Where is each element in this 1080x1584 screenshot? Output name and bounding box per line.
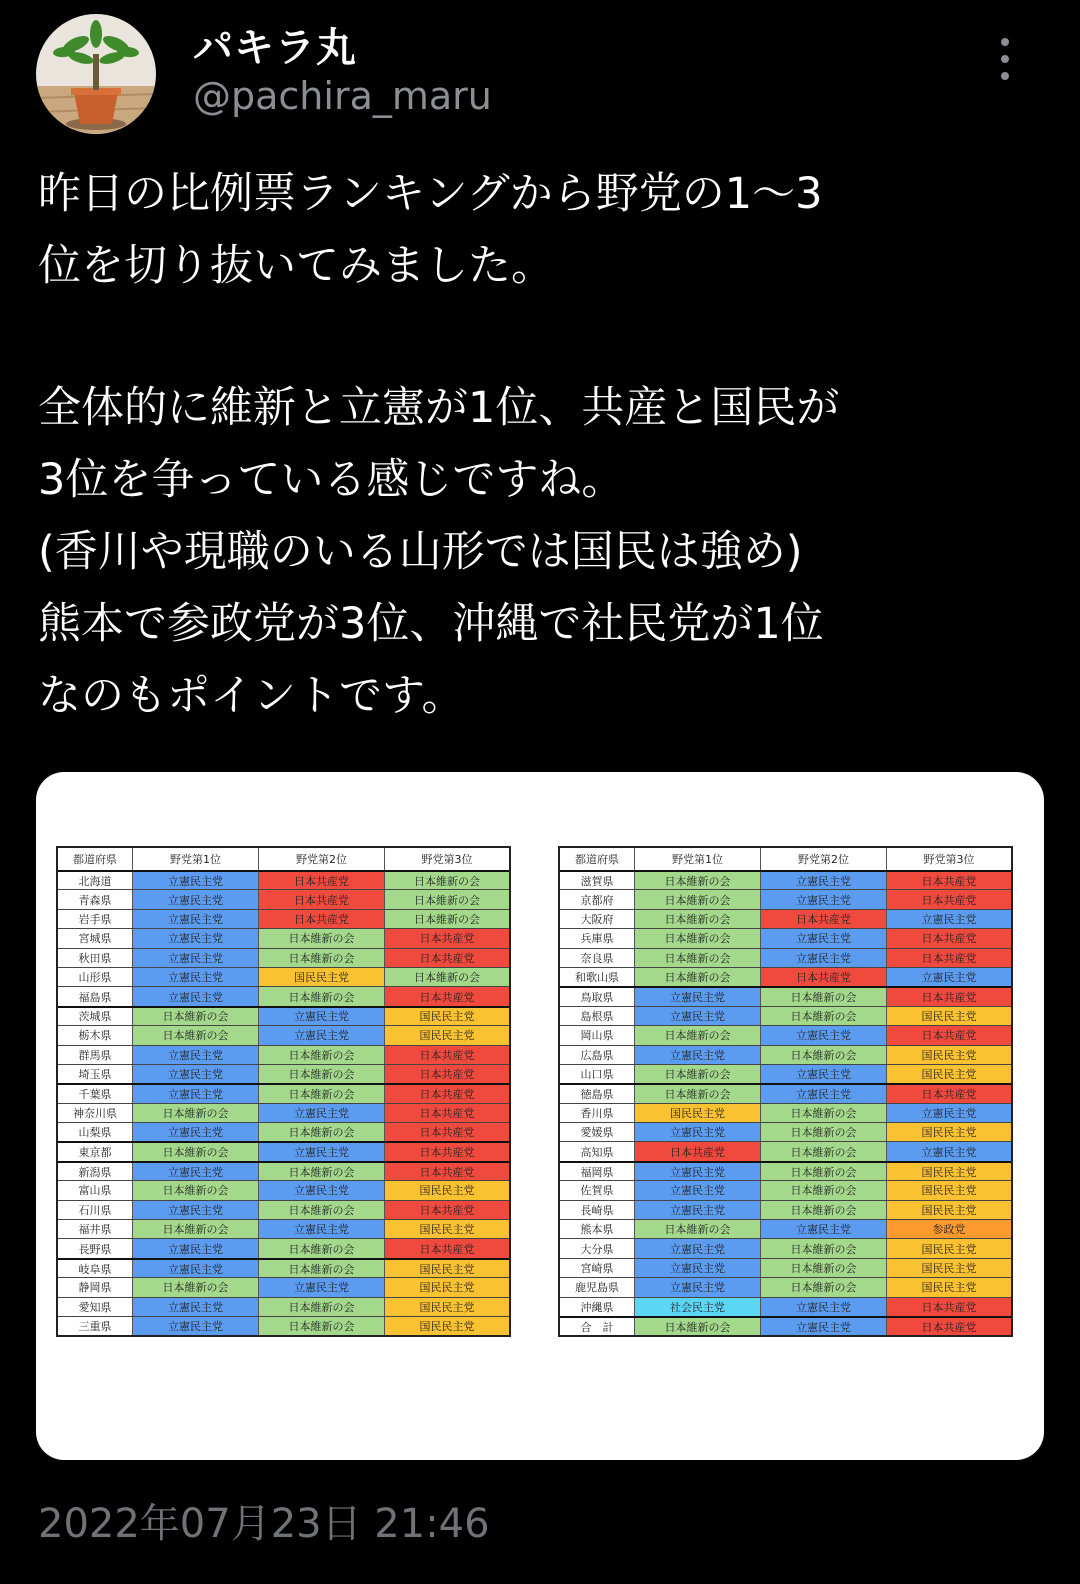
- party-cell: 立憲民主党: [634, 1201, 760, 1219]
- party-cell: 立憲民主党: [634, 1239, 760, 1257]
- party-cell: 立憲民主党: [258, 1104, 384, 1122]
- user-handle[interactable]: @pachira_maru: [193, 74, 492, 118]
- table-row: [560, 1200, 1011, 1219]
- table-row: [58, 1277, 509, 1296]
- table-header-cell: 都道府県: [575, 853, 619, 866]
- table-row: [58, 948, 509, 967]
- prefecture-cell: 広島県: [580, 1048, 614, 1062]
- table-header-cell: 野党第3位: [384, 848, 509, 870]
- table-row: [58, 928, 509, 947]
- party-cell: 日本共産党: [384, 929, 509, 947]
- prefecture-cell: 三重県: [78, 1320, 112, 1334]
- party-cell: 日本共産党: [384, 1085, 509, 1102]
- party-cell: 日本維新の会: [760, 1104, 886, 1122]
- prefecture-cell: 宮崎県: [580, 1262, 614, 1275]
- party-cell: 国民民主党: [886, 1046, 1011, 1064]
- prefecture-cell: 秋田県: [78, 951, 112, 965]
- party-cell: 日本共産党: [258, 872, 384, 889]
- party-cell: 立憲民主党: [258, 1220, 384, 1238]
- party-cell: 立憲民主党: [132, 890, 258, 908]
- prefecture-cell: 奈良県: [580, 951, 614, 965]
- prefecture-cell: 和歌山県: [575, 971, 619, 985]
- party-cell: 立憲民主党: [258, 1278, 384, 1296]
- table-header-cell: 野党第1位: [634, 848, 760, 870]
- party-cell: 日本維新の会: [384, 872, 509, 889]
- party-cell: 国民民主党: [384, 1008, 509, 1025]
- party-cell: 日本維新の会: [760, 1181, 886, 1199]
- party-cell: 日本維新の会: [258, 1046, 384, 1064]
- party-cell: 国民民主党: [384, 1298, 509, 1316]
- party-cell: 日本共産党: [258, 910, 384, 928]
- table-row: [58, 1141, 509, 1160]
- prefecture-cell: 鹿児島県: [575, 1281, 619, 1295]
- party-cell: 立憲民主党: [132, 1239, 258, 1257]
- prefecture-cell: 東京都: [78, 1146, 112, 1160]
- prefecture-cell: 香川県: [580, 1106, 614, 1120]
- display-name[interactable]: パキラ丸: [193, 25, 357, 71]
- party-cell: 日本維新の会: [760, 1278, 886, 1296]
- ranking-table-left: [56, 846, 511, 1337]
- table-row: [58, 986, 509, 1005]
- party-cell: 国民民主党: [886, 1239, 1011, 1257]
- party-cell: 日本共産党: [886, 1298, 1011, 1316]
- table-row: [58, 1006, 509, 1025]
- prefecture-cell: 愛媛県: [580, 1126, 614, 1140]
- party-cell: 立憲民主党: [132, 872, 258, 889]
- tweet-line: (香川や現職のいる山形では国民は強め): [38, 527, 803, 577]
- party-cell: 日本維新の会: [384, 910, 509, 928]
- party-cell: 立憲民主党: [634, 1181, 760, 1199]
- prefecture-cell: 大分県: [580, 1242, 614, 1256]
- party-cell: 立憲民主党: [886, 1142, 1011, 1160]
- table-header-cell: 野党第1位: [132, 848, 258, 870]
- party-cell: 日本共産党: [886, 1026, 1011, 1044]
- tweet-line: 昨日の比例票ランキングから野党の1〜3: [38, 169, 823, 219]
- table-row: [58, 909, 509, 928]
- table-row: [58, 1161, 509, 1180]
- party-cell: 立憲民主党: [760, 929, 886, 947]
- table-row: [560, 1161, 1011, 1180]
- party-cell: 日本共産党: [384, 1201, 509, 1219]
- table-row: [58, 1258, 509, 1277]
- table-row: [560, 986, 1011, 1005]
- table-row: [58, 1200, 509, 1219]
- party-cell: 日本維新の会: [760, 1163, 886, 1180]
- table-row: [560, 1064, 1011, 1083]
- party-cell: 日本維新の会: [258, 1260, 384, 1277]
- table-row: [58, 1025, 509, 1044]
- party-cell: 立憲民主党: [760, 872, 886, 889]
- table-row: [58, 1316, 509, 1335]
- table-row: [560, 1083, 1011, 1102]
- table-row: [560, 1006, 1011, 1025]
- party-cell: 立憲民主党: [760, 1298, 886, 1316]
- party-cell: 参政党: [886, 1220, 1011, 1238]
- table-row: [560, 1180, 1011, 1199]
- party-cell: 日本維新の会: [760, 1046, 886, 1064]
- party-cell: 日本維新の会: [132, 1181, 258, 1199]
- party-cell: 立憲民主党: [132, 929, 258, 947]
- party-cell: 立憲民主党: [258, 1008, 384, 1025]
- party-cell: 日本維新の会: [258, 1085, 384, 1102]
- party-cell: 立憲民主党: [760, 1220, 886, 1238]
- party-cell: 国民民主党: [634, 1104, 760, 1122]
- party-cell: 立憲民主党: [634, 1163, 760, 1180]
- prefecture-cell: 福岡県: [580, 1165, 614, 1179]
- party-cell: 立憲民主党: [634, 1123, 760, 1141]
- party-cell: 国民民主党: [886, 1163, 1011, 1180]
- party-cell: 国民民主党: [886, 1201, 1011, 1219]
- party-cell: 日本維新の会: [258, 1298, 384, 1316]
- party-cell: 日本共産党: [886, 872, 1011, 889]
- party-cell: 立憲民主党: [132, 1046, 258, 1064]
- party-cell: 立憲民主党: [258, 1026, 384, 1044]
- party-cell: 日本維新の会: [634, 1220, 760, 1238]
- prefecture-cell: 岡山県: [580, 1029, 614, 1043]
- prefecture-cell: 京都府: [580, 893, 614, 907]
- prefecture-cell: 福島県: [78, 990, 112, 1004]
- prefecture-cell: 石川県: [78, 1203, 112, 1217]
- party-cell: 日本維新の会: [634, 929, 760, 947]
- prefecture-cell: 山形県: [78, 971, 112, 985]
- party-cell: 立憲民主党: [258, 1181, 384, 1199]
- prefecture-cell: 山梨県: [78, 1126, 112, 1140]
- party-cell: 立憲民主党: [258, 1143, 384, 1160]
- table-row: [560, 1141, 1011, 1160]
- prefecture-cell: 大阪府: [580, 912, 614, 926]
- party-cell: 日本共産党: [634, 1142, 760, 1160]
- party-cell: 立憲民主党: [132, 1317, 258, 1335]
- prefecture-cell: 岐阜県: [78, 1262, 112, 1276]
- party-cell: 日本維新の会: [132, 1008, 258, 1025]
- pachira-plant-icon: [36, 14, 156, 134]
- table-header-row: [560, 848, 1011, 870]
- table-row: [560, 1238, 1011, 1257]
- prefecture-cell: 静岡県: [78, 1281, 112, 1295]
- tweet-line: 3位を争っている感じですね。: [38, 455, 625, 505]
- table-row: [58, 1297, 509, 1316]
- party-cell: 立憲民主党: [886, 1104, 1011, 1122]
- table-header-cell: 野党第2位: [258, 848, 384, 870]
- party-cell: 国民民主党: [384, 1220, 509, 1238]
- table-header-cell: 都道府県: [73, 853, 117, 866]
- party-cell: 立憲民主党: [634, 988, 760, 1005]
- party-cell: 日本共産党: [384, 1065, 509, 1083]
- party-cell: 日本共産党: [886, 929, 1011, 947]
- party-cell: 立憲民主党: [132, 1123, 258, 1141]
- party-cell: 立憲民主党: [132, 1163, 258, 1180]
- party-cell: 立憲民主党: [760, 1318, 886, 1335]
- party-cell: 日本共産党: [384, 1143, 509, 1160]
- table-row: [560, 889, 1011, 908]
- table-row: [58, 1083, 509, 1102]
- party-cell: 国民民主党: [886, 1259, 1011, 1277]
- party-cell: 日本維新の会: [760, 988, 886, 1005]
- prefecture-cell: 栃木県: [78, 1029, 112, 1043]
- party-cell: 日本維新の会: [634, 910, 760, 928]
- tweet-text: [38, 158, 1058, 732]
- table-row: [560, 967, 1011, 986]
- party-cell: 国民民主党: [384, 1278, 509, 1296]
- party-cell: 立憲民主党: [132, 910, 258, 928]
- party-cell: 日本共産党: [384, 1104, 509, 1122]
- prefecture-cell: 岩手県: [78, 912, 112, 926]
- table-row: [560, 1219, 1011, 1238]
- prefecture-cell: 滋賀県: [580, 874, 614, 888]
- tweet-line: なのもポイントです。: [38, 671, 465, 721]
- table-row: [58, 967, 509, 986]
- prefecture-cell: 群馬県: [78, 1048, 112, 1062]
- party-cell: 日本維新の会: [132, 1143, 258, 1160]
- party-cell: 立憲民主党: [760, 1026, 886, 1044]
- party-cell: 日本共産党: [384, 1123, 509, 1141]
- party-cell: 日本維新の会: [258, 1123, 384, 1141]
- table-row: [58, 1238, 509, 1257]
- party-cell: 日本共産党: [258, 890, 384, 908]
- party-cell: 日本維新の会: [258, 1239, 384, 1257]
- more-options-icon[interactable]: [990, 38, 1020, 88]
- party-cell: 日本維新の会: [634, 1065, 760, 1083]
- party-cell: 社会民主党: [634, 1298, 760, 1316]
- table-row: [560, 1122, 1011, 1141]
- prefecture-cell: 神奈川県: [73, 1106, 117, 1120]
- prefecture-cell: 熊本県: [580, 1223, 614, 1237]
- table-row: [560, 948, 1011, 967]
- party-cell: 国民民主党: [384, 1026, 509, 1044]
- prefecture-cell: 山口県: [580, 1068, 614, 1082]
- party-cell: 立憲民主党: [634, 1046, 760, 1064]
- party-cell: 日本共産党: [886, 890, 1011, 908]
- party-cell: 立憲民主党: [132, 1085, 258, 1102]
- party-cell: 日本維新の会: [258, 949, 384, 967]
- prefecture-cell: 高知県: [580, 1145, 614, 1159]
- party-cell: 立憲民主党: [132, 949, 258, 967]
- table-header-cell: 野党第2位: [760, 848, 886, 870]
- party-cell: 日本維新の会: [258, 929, 384, 947]
- prefecture-cell: 沖縄県: [580, 1300, 614, 1314]
- table-row: [58, 1103, 509, 1122]
- table-row: [560, 870, 1011, 889]
- prefecture-cell: 兵庫県: [580, 932, 614, 946]
- party-cell: 日本維新の会: [258, 987, 384, 1005]
- party-cell: 日本維新の会: [760, 1123, 886, 1141]
- tweet-line: 全体的に維新と立憲が1位、共産と国民が: [38, 383, 840, 433]
- party-cell: 立憲民主党: [132, 987, 258, 1005]
- party-cell: 日本維新の会: [258, 1065, 384, 1083]
- party-cell: 日本共産党: [384, 1239, 509, 1257]
- attached-image[interactable]: [36, 772, 1044, 1460]
- tweet-line: 位を切り抜いてみました。: [38, 241, 554, 291]
- party-cell: 立憲民主党: [886, 968, 1011, 986]
- party-cell: 日本共産党: [760, 968, 886, 986]
- table-row: [58, 1064, 509, 1083]
- party-cell: 日本共産党: [886, 949, 1011, 967]
- party-cell: 立憲民主党: [634, 1259, 760, 1277]
- prefecture-cell: 富山県: [78, 1184, 112, 1198]
- prefecture-cell: 青森県: [78, 893, 112, 907]
- party-cell: 日本共産党: [384, 1163, 509, 1180]
- prefecture-cell: 埼玉県: [78, 1068, 112, 1082]
- party-cell: 立憲民主党: [132, 1065, 258, 1083]
- party-cell: 日本維新の会: [634, 1085, 760, 1102]
- party-cell: 日本維新の会: [132, 1026, 258, 1044]
- table-row: [58, 1045, 509, 1064]
- party-cell: 日本共産党: [384, 949, 509, 967]
- party-cell: 立憲民主党: [634, 1007, 760, 1025]
- party-cell: 国民民主党: [384, 1260, 509, 1277]
- prefecture-cell: 愛知県: [78, 1300, 112, 1314]
- party-cell: 国民民主党: [886, 1123, 1011, 1141]
- party-cell: 日本維新の会: [634, 949, 760, 967]
- party-cell: 日本維新の会: [760, 1142, 886, 1160]
- party-cell: 日本維新の会: [760, 1201, 886, 1219]
- prefecture-cell: 合 計: [580, 1320, 614, 1334]
- table-row: [560, 1025, 1011, 1044]
- table-row: [560, 928, 1011, 947]
- table-row: [58, 1122, 509, 1141]
- party-cell: 日本共産党: [384, 1046, 509, 1064]
- party-cell: 立憲民主党: [886, 910, 1011, 928]
- party-cell: 日本維新の会: [760, 1259, 886, 1277]
- prefecture-cell: 長野県: [78, 1242, 112, 1256]
- party-cell: 日本維新の会: [258, 1317, 384, 1335]
- party-cell: 日本維新の会: [132, 1278, 258, 1296]
- party-cell: 日本維新の会: [258, 1201, 384, 1219]
- party-cell: 立憲民主党: [760, 1085, 886, 1102]
- party-cell: 日本維新の会: [634, 890, 760, 908]
- prefecture-cell: 佐賀県: [580, 1184, 614, 1198]
- party-cell: 日本維新の会: [760, 1007, 886, 1025]
- prefecture-cell: 千葉県: [78, 1087, 112, 1101]
- prefecture-cell: 島根県: [580, 1009, 614, 1023]
- party-cell: 日本共産党: [886, 988, 1011, 1005]
- prefecture-cell: 新潟県: [78, 1165, 112, 1179]
- prefecture-cell: 福井県: [78, 1223, 112, 1237]
- table-row: [560, 1258, 1011, 1277]
- avatar[interactable]: [36, 14, 156, 134]
- party-cell: 日本維新の会: [132, 1104, 258, 1122]
- party-cell: 国民民主党: [886, 1065, 1011, 1083]
- party-cell: 国民民主党: [258, 968, 384, 986]
- party-cell: 立憲民主党: [760, 1065, 886, 1083]
- party-cell: 立憲民主党: [132, 968, 258, 986]
- prefecture-cell: 徳島県: [580, 1087, 614, 1101]
- table-row: [58, 1180, 509, 1199]
- party-cell: 立憲民主党: [634, 1278, 760, 1296]
- party-cell: 日本維新の会: [634, 1318, 760, 1335]
- party-cell: 立憲民主党: [132, 1201, 258, 1219]
- table-row: [560, 1103, 1011, 1122]
- table-row: [560, 1297, 1011, 1316]
- party-cell: 立憲民主党: [132, 1260, 258, 1277]
- prefecture-cell: 宮城県: [78, 932, 112, 946]
- party-cell: 国民民主党: [886, 1181, 1011, 1199]
- party-cell: 日本維新の会: [760, 1239, 886, 1257]
- party-cell: 日本維新の会: [384, 968, 509, 986]
- party-cell: 日本維新の会: [384, 890, 509, 908]
- party-cell: 日本維新の会: [634, 1026, 760, 1044]
- party-cell: 国民民主党: [384, 1181, 509, 1199]
- party-cell: 国民民主党: [886, 1278, 1011, 1296]
- party-cell: 日本維新の会: [634, 968, 760, 986]
- party-cell: 日本共産党: [886, 1318, 1011, 1335]
- table-row: [58, 1219, 509, 1238]
- party-cell: 国民民主党: [384, 1317, 509, 1335]
- table-header-row: [58, 848, 509, 870]
- party-cell: 立憲民主党: [760, 890, 886, 908]
- table-row: [560, 1277, 1011, 1296]
- prefecture-cell: 茨城県: [78, 1010, 112, 1024]
- prefecture-cell: 長崎県: [580, 1203, 614, 1217]
- prefecture-cell: 鳥取県: [580, 991, 614, 1005]
- party-cell: 日本共産党: [384, 987, 509, 1005]
- party-cell: 立憲民主党: [760, 949, 886, 967]
- table-row: [560, 909, 1011, 928]
- prefecture-cell: 北海道: [78, 874, 112, 888]
- table-row: [560, 1045, 1011, 1064]
- ranking-table-right: [558, 846, 1013, 1337]
- party-cell: 日本維新の会: [258, 1163, 384, 1180]
- party-cell: 日本共産党: [886, 1085, 1011, 1102]
- table-row: [58, 870, 509, 889]
- table-row: [560, 1316, 1011, 1335]
- party-cell: 日本維新の会: [132, 1220, 258, 1238]
- party-cell: 立憲民主党: [132, 1298, 258, 1316]
- party-cell: 日本維新の会: [634, 872, 760, 889]
- table-row: [58, 889, 509, 908]
- tweet-line: 熊本で参政党が3位、沖縄で社民党が1位: [38, 599, 824, 649]
- timestamp[interactable]: 2022年07月23日 21:46: [38, 1501, 490, 1547]
- table-header-cell: 野党第3位: [886, 848, 1011, 870]
- party-cell: 国民民主党: [886, 1007, 1011, 1025]
- party-cell: 日本共産党: [760, 910, 886, 928]
